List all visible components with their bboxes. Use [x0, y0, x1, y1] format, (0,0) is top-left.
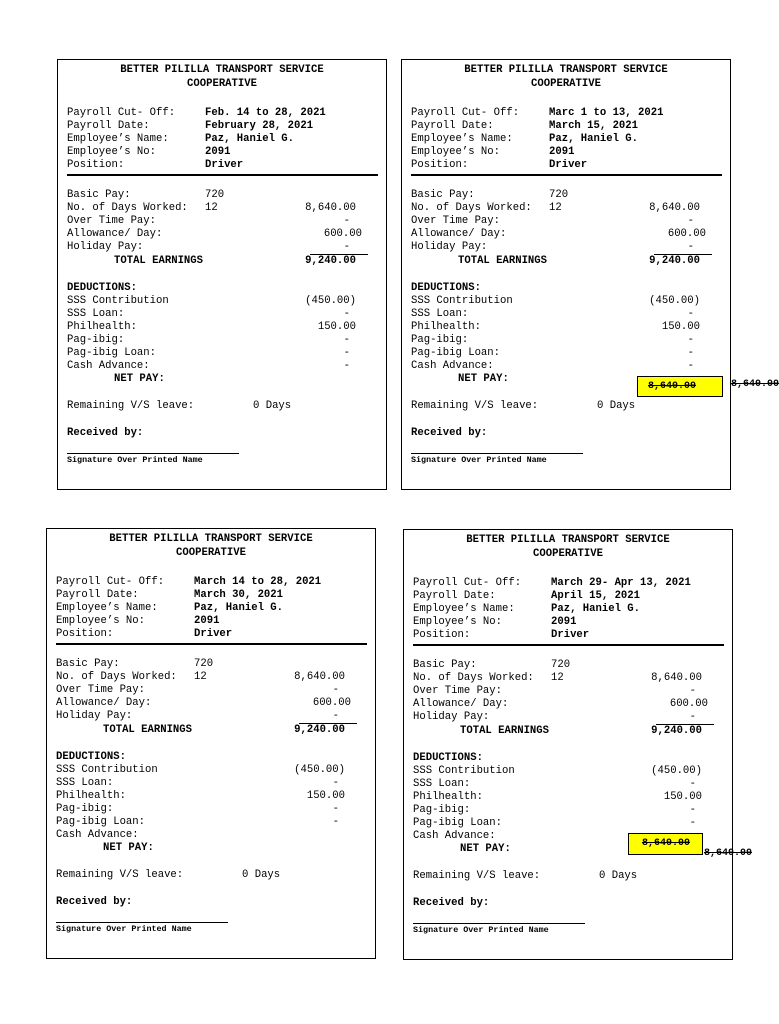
- days-label: No. of Days Worked:: [413, 672, 534, 684]
- leave-label: Remaining V/S leave:: [56, 869, 184, 881]
- date-label: Payroll Date:: [411, 120, 494, 132]
- ot-value: -: [343, 215, 350, 227]
- name-value: Paz, Haniel G.: [549, 133, 639, 145]
- allow-label: Allowance/ Day:: [411, 228, 507, 240]
- days-label: No. of Days Worked:: [411, 202, 532, 214]
- pagibig-loan-value: -: [689, 817, 696, 829]
- name-label: Employee’s Name:: [67, 133, 169, 145]
- leave-value: 0 Days: [599, 870, 638, 882]
- company-name: BETTER PILILLA TRANSPORT SERVICE: [466, 534, 670, 546]
- net-pay-highlight: 8,640.00: [637, 376, 723, 397]
- allow-value: 600.00: [312, 697, 351, 709]
- pagibig-value: -: [343, 334, 350, 346]
- leave-label: Remaining V/S leave:: [411, 400, 539, 412]
- deductions-label: DEDUCTIONS:: [413, 752, 483, 764]
- company-name-line2: COOPERATIVE: [176, 547, 246, 559]
- cutoff-label: Payroll Cut- Off:: [413, 577, 522, 589]
- position-label: Position:: [413, 629, 471, 641]
- sss-loan-label: SSS Loan:: [56, 777, 114, 789]
- holiday-label: Holiday Pay:: [56, 710, 133, 722]
- ot-value: -: [332, 684, 339, 696]
- company-name-line2: COOPERATIVE: [531, 78, 601, 90]
- pagibig-label: Pag-ibig:: [56, 803, 114, 815]
- emp-no-value: 2091: [549, 146, 575, 158]
- holiday-label: Holiday Pay:: [67, 241, 144, 253]
- signature-label: Signature Over Printed Name: [67, 455, 203, 465]
- sss-loan-value: -: [332, 777, 339, 789]
- payslip-4: [403, 529, 733, 960]
- emp-no-label: Employee’s No:: [56, 615, 146, 627]
- total-label: TOTAL EARNINGS: [103, 724, 193, 736]
- divider: [56, 643, 367, 645]
- company-name: BETTER PILILLA TRANSPORT SERVICE: [120, 64, 324, 76]
- cutoff-label: Payroll Cut- Off:: [67, 107, 176, 119]
- net-pay-label: NET PAY:: [103, 842, 154, 854]
- basic-value: 720: [205, 189, 225, 201]
- ot-label: Over Time Pay:: [56, 684, 146, 696]
- sss-label: SSS Contribution: [413, 765, 515, 777]
- cutoff-value: March 14 to 28, 2021: [194, 576, 322, 588]
- company-name: BETTER PILILLA TRANSPORT SERVICE: [109, 533, 313, 545]
- pagibig-loan-label: Pag-ibig Loan:: [411, 347, 501, 359]
- leave-value: 0 Days: [597, 400, 636, 412]
- allow-value: 600.00: [669, 698, 708, 710]
- holiday-label: Holiday Pay:: [411, 241, 488, 253]
- holiday-label: Holiday Pay:: [413, 711, 490, 723]
- ot-label: Over Time Pay:: [413, 685, 503, 697]
- emp-no-label: Employee’s No:: [413, 616, 503, 628]
- phil-label: Philhealth:: [411, 321, 481, 333]
- date-label: Payroll Date:: [67, 120, 150, 132]
- sss-label: SSS Contribution: [56, 764, 158, 776]
- days-label: No. of Days Worked:: [67, 202, 188, 214]
- cash-label: Cash Advance:: [56, 829, 139, 841]
- name-value: Paz, Haniel G.: [205, 133, 295, 145]
- payslip-2: [401, 59, 731, 490]
- divider: [67, 174, 378, 176]
- name-label: Employee’s Name:: [56, 602, 158, 614]
- pagibig-label: Pag-ibig:: [413, 804, 471, 816]
- sss-loan-value: -: [343, 308, 350, 320]
- allow-label: Allowance/ Day:: [67, 228, 163, 240]
- ot-value: -: [687, 215, 694, 227]
- pagibig-loan-value: -: [343, 347, 350, 359]
- emp-no-value: 2091: [551, 616, 577, 628]
- date-label: Payroll Date:: [56, 589, 139, 601]
- sss-label: SSS Contribution: [411, 295, 513, 307]
- basic-label: Basic Pay:: [67, 189, 131, 201]
- received-label: Received by:: [56, 896, 133, 908]
- position-label: Position:: [67, 159, 125, 171]
- total-label: TOTAL EARNINGS: [458, 255, 548, 267]
- days-amount: 8,640.00: [649, 202, 700, 214]
- company-name-line2: COOPERATIVE: [187, 78, 257, 90]
- holiday-value: -: [343, 241, 350, 253]
- leave-value: 0 Days: [253, 400, 292, 412]
- holiday-value: -: [687, 241, 694, 253]
- basic-label: Basic Pay:: [411, 189, 475, 201]
- name-label: Employee’s Name:: [413, 603, 515, 615]
- emp-no-label: Employee’s No:: [411, 146, 501, 158]
- company-name-line2: COOPERATIVE: [533, 548, 603, 560]
- phil-value: 150.00: [306, 790, 345, 802]
- net-pay-overflow: 8,640.00: [731, 379, 779, 390]
- ot-label: Over Time Pay:: [67, 215, 157, 227]
- sss-loan-label: SSS Loan:: [411, 308, 469, 320]
- cutoff-label: Payroll Cut- Off:: [411, 107, 520, 119]
- position-value: Driver: [551, 629, 590, 641]
- cash-label: Cash Advance:: [411, 360, 494, 372]
- received-label: Received by:: [67, 427, 144, 439]
- name-value: Paz, Haniel G.: [194, 602, 284, 614]
- days-amount: 8,640.00: [305, 202, 356, 214]
- deductions-label: DEDUCTIONS:: [411, 282, 481, 294]
- total-value: 9,240.00: [305, 255, 356, 267]
- sss-loan-label: SSS Loan:: [67, 308, 125, 320]
- sss-value: (450.00): [649, 295, 700, 307]
- pagibig-label: Pag-ibig:: [411, 334, 469, 346]
- allow-label: Allowance/ Day:: [56, 697, 152, 709]
- name-label: Employee’s Name:: [411, 133, 513, 145]
- days-value: 12: [205, 202, 218, 214]
- total-label: TOTAL EARNINGS: [114, 255, 204, 267]
- basic-value: 720: [551, 659, 571, 671]
- phil-value: 150.00: [663, 791, 702, 803]
- holiday-value: -: [689, 711, 696, 723]
- phil-value: 150.00: [317, 321, 356, 333]
- pagibig-loan-label: Pag-ibig Loan:: [413, 817, 503, 829]
- days-amount: 8,640.00: [294, 671, 345, 683]
- cash-label: Cash Advance:: [67, 360, 150, 372]
- allow-value: 600.00: [323, 228, 362, 240]
- received-label: Received by:: [413, 897, 490, 909]
- pagibig-label: Pag-ibig:: [67, 334, 125, 346]
- date-label: Payroll Date:: [413, 590, 496, 602]
- cash-value: -: [343, 360, 350, 372]
- deductions-label: DEDUCTIONS:: [67, 282, 137, 294]
- date-value: April 15, 2021: [551, 590, 641, 602]
- date-value: March 15, 2021: [549, 120, 639, 132]
- sss-loan-label: SSS Loan:: [413, 778, 471, 790]
- payslip-3: [46, 528, 376, 959]
- phil-value: 150.00: [661, 321, 700, 333]
- cutoff-value: Marc 1 to 13, 2021: [549, 107, 664, 119]
- basic-label: Basic Pay:: [413, 659, 477, 671]
- cash-label: Cash Advance:: [413, 830, 496, 842]
- position-value: Driver: [549, 159, 588, 171]
- total-value: 9,240.00: [294, 724, 345, 736]
- received-label: Received by:: [411, 427, 488, 439]
- pagibig-loan-label: Pag-ibig Loan:: [67, 347, 157, 359]
- net-pay-label: NET PAY:: [458, 373, 509, 385]
- total-value: 9,240.00: [649, 255, 700, 267]
- sss-value: (450.00): [294, 764, 345, 776]
- cutoff-value: Feb. 14 to 28, 2021: [205, 107, 326, 119]
- emp-no-value: 2091: [194, 615, 220, 627]
- name-value: Paz, Haniel G.: [551, 603, 641, 615]
- basic-value: 720: [194, 658, 214, 670]
- pagibig-value: -: [332, 803, 339, 815]
- position-value: Driver: [194, 628, 233, 640]
- days-value: 12: [549, 202, 562, 214]
- divider: [411, 174, 722, 176]
- total-value: 9,240.00: [651, 725, 702, 737]
- basic-label: Basic Pay:: [56, 658, 120, 670]
- net-pay-highlight: 8,640.00: [628, 833, 703, 855]
- sss-loan-value: -: [687, 308, 694, 320]
- emp-no-label: Employee’s No:: [67, 146, 157, 158]
- leave-value: 0 Days: [242, 869, 281, 881]
- phil-label: Philhealth:: [67, 321, 137, 333]
- cutoff-label: Payroll Cut- Off:: [56, 576, 165, 588]
- days-value: 12: [194, 671, 207, 683]
- deductions-label: DEDUCTIONS:: [56, 751, 126, 763]
- position-label: Position:: [56, 628, 114, 640]
- divider: [413, 644, 724, 646]
- sss-loan-value: -: [689, 778, 696, 790]
- position-label: Position:: [411, 159, 469, 171]
- pagibig-loan-value: -: [687, 347, 694, 359]
- payslip-1: [57, 59, 387, 490]
- total-label: TOTAL EARNINGS: [460, 725, 550, 737]
- days-amount: 8,640.00: [651, 672, 702, 684]
- sss-value: (450.00): [305, 295, 356, 307]
- date-value: March 30, 2021: [194, 589, 284, 601]
- pagibig-loan-label: Pag-ibig Loan:: [56, 816, 146, 828]
- net-pay-label: NET PAY:: [460, 843, 511, 855]
- pagibig-value: -: [687, 334, 694, 346]
- phil-label: Philhealth:: [413, 791, 483, 803]
- pagibig-value: -: [689, 804, 696, 816]
- holiday-value: -: [332, 710, 339, 722]
- ot-label: Over Time Pay:: [411, 215, 501, 227]
- ot-value: -: [689, 685, 696, 697]
- allow-label: Allowance/ Day:: [413, 698, 509, 710]
- sss-label: SSS Contribution: [67, 295, 169, 307]
- signature-label: Signature Over Printed Name: [411, 455, 547, 465]
- emp-no-value: 2091: [205, 146, 231, 158]
- leave-label: Remaining V/S leave:: [67, 400, 195, 412]
- position-value: Driver: [205, 159, 244, 171]
- allow-value: 600.00: [667, 228, 706, 240]
- basic-value: 720: [549, 189, 569, 201]
- signature-label: Signature Over Printed Name: [413, 925, 549, 935]
- days-value: 12: [551, 672, 564, 684]
- leave-label: Remaining V/S leave:: [413, 870, 541, 882]
- pagibig-loan-value: -: [332, 816, 339, 828]
- signature-label: Signature Over Printed Name: [56, 924, 192, 934]
- company-name: BETTER PILILLA TRANSPORT SERVICE: [464, 64, 668, 76]
- cutoff-value: March 29- Apr 13, 2021: [551, 577, 691, 589]
- net-pay-overflow: 8,640.00: [704, 848, 753, 859]
- phil-label: Philhealth:: [56, 790, 126, 802]
- days-label: No. of Days Worked:: [56, 671, 177, 683]
- cash-value: -: [687, 360, 694, 372]
- date-value: February 28, 2021: [205, 120, 314, 132]
- sss-value: (450.00): [651, 765, 702, 777]
- net-pay-label: NET PAY:: [114, 373, 165, 385]
